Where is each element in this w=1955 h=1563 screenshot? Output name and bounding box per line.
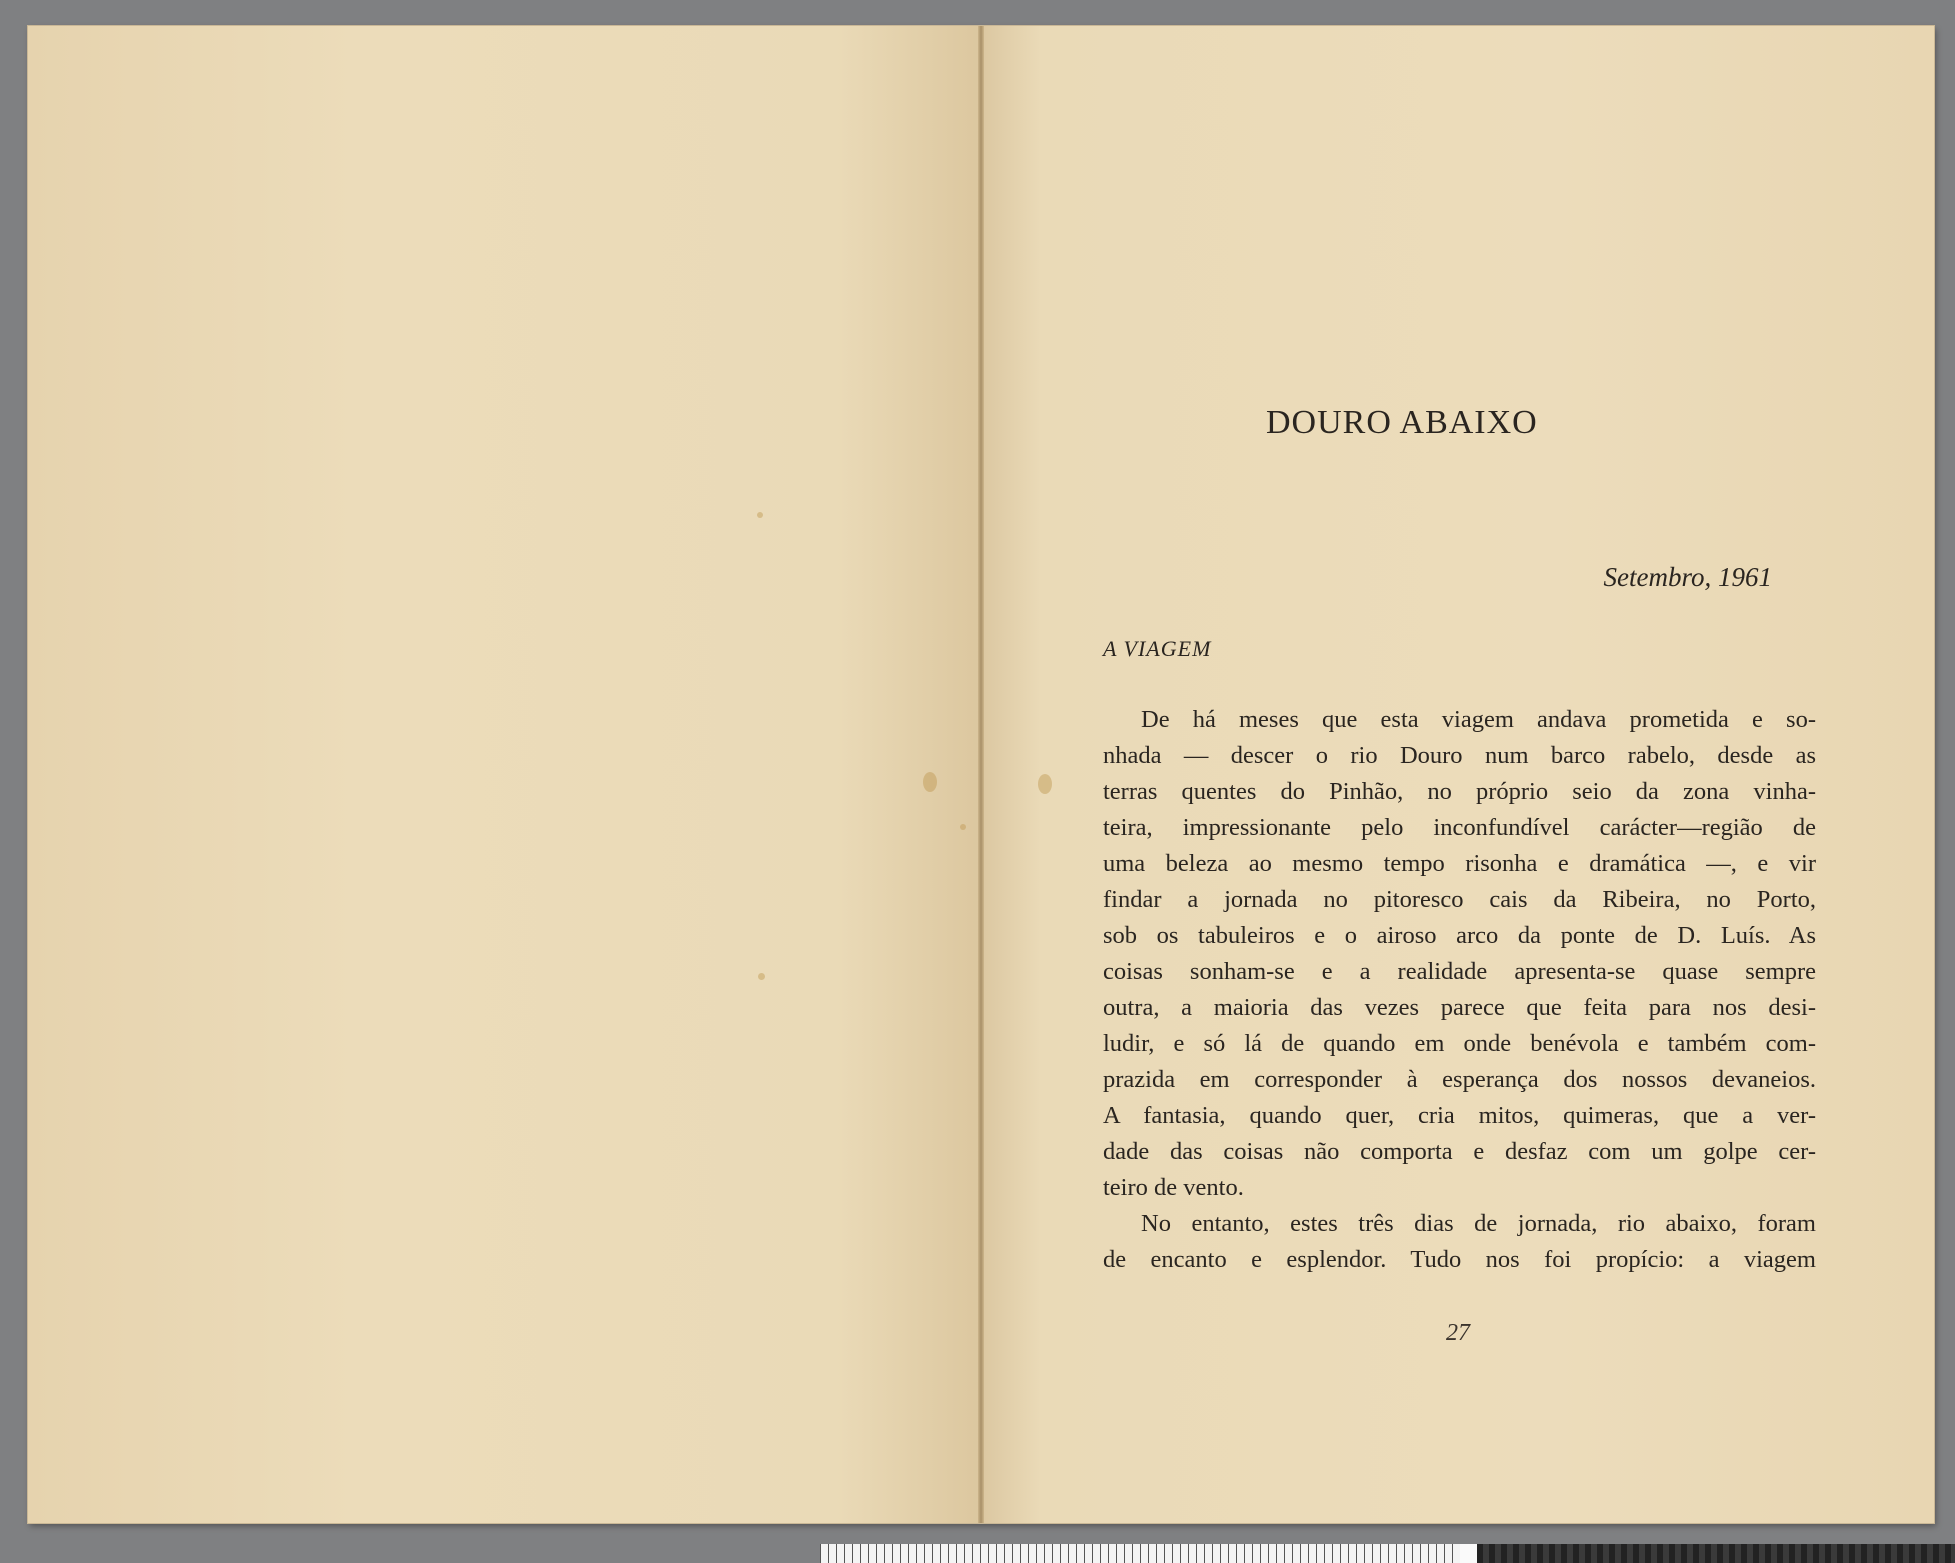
text-line: A fantasia, quando quer, cria mitos, quimeras, que a ver- (1103, 1102, 1816, 1129)
paper-stain (960, 824, 966, 830)
ruler-gap (1460, 1544, 1477, 1563)
text-line: teira, impressionante pelo inconfundível carácter—região de (1103, 814, 1816, 841)
chapter-title: DOURO ABAIXO (1266, 404, 1538, 441)
text-line: dade das coisas não comporta e desfaz com um golpe cer- (1103, 1138, 1816, 1165)
text-line: outra, a maioria das vezes parece que feita para nos desi- (1103, 994, 1816, 1021)
ruler-ticks (820, 1544, 1460, 1563)
text-line: sob os tabuleiros e o airoso arco da ponte de D. Luís. As (1103, 922, 1816, 949)
body-text (1103, 702, 1816, 1278)
text-line: nhada — descer o rio Douro num barco rabelo, desde as (1103, 742, 1816, 769)
left-page-blank (28, 26, 980, 1523)
color-calibration-strip (1477, 1544, 1955, 1563)
text-line: terras quentes do Pinhão, no próprio seio da zona vinha- (1103, 778, 1816, 805)
text-line: uma beleza ao mesmo tempo risonha e dramática —, e vir (1103, 850, 1816, 877)
paper-stain (757, 512, 763, 518)
text-line: ludir, e só lá de quando em onde benévola e também com- (1103, 1030, 1816, 1057)
chapter-date: Setembro, 1961 (1603, 562, 1772, 592)
paper-stain (923, 772, 937, 792)
page-number: 27 (1446, 1320, 1470, 1346)
text-line: coisas sonham-se e a realidade apresenta-se quase sempre (1103, 958, 1816, 985)
scale-ruler (820, 1544, 1955, 1563)
text-line: prazida em corresponder à esperança dos nossos devaneios. (1103, 1066, 1816, 1093)
text-line: de encanto e esplendor. Tudo nos foi propício: a viagem (1103, 1246, 1816, 1273)
paper-stain (758, 973, 765, 980)
section-heading: A VIAGEM (1103, 636, 1212, 661)
text-line: No entanto, estes três dias de jornada, rio abaixo, foram (1141, 1210, 1816, 1237)
text-line: findar a jornada no pitoresco cais da Ribeira, no Porto, (1103, 886, 1816, 913)
text-line: De há meses que esta viagem andava prometida e so- (1141, 706, 1816, 733)
text-line: teiro de vento. (1103, 1174, 1244, 1201)
paper-stain (1038, 774, 1052, 794)
